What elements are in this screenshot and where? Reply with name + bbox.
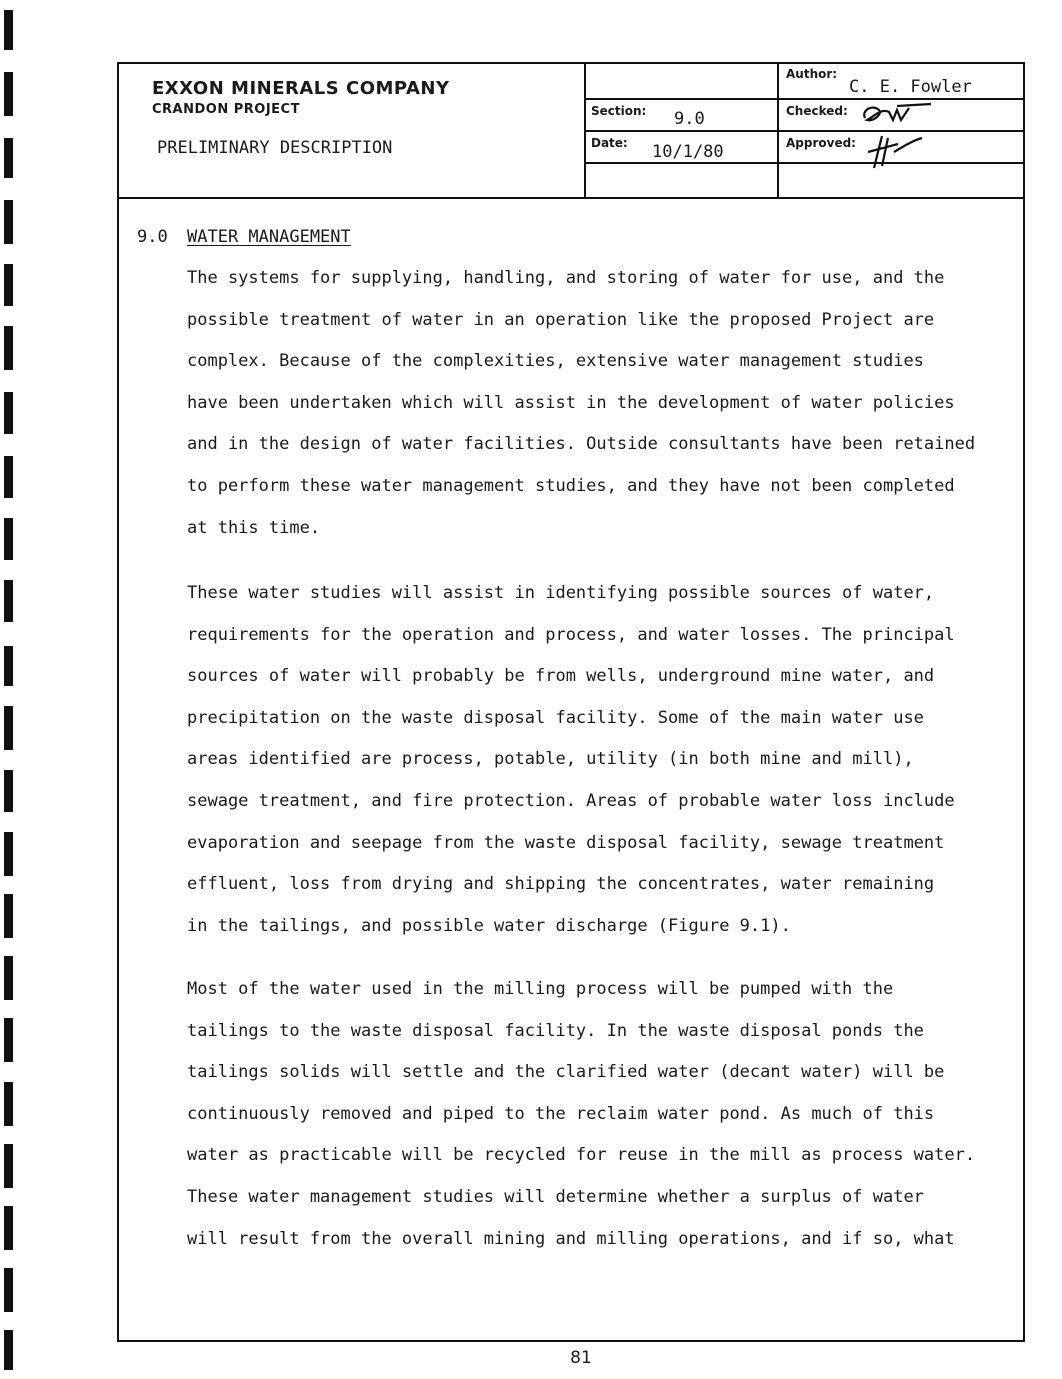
author-label: Author: (786, 67, 838, 81)
header-rule (584, 98, 1023, 100)
company-name: EXXON MINERALS COMPANY (152, 78, 450, 99)
document-header (119, 64, 1023, 199)
binder-mark (4, 264, 13, 306)
binder-mark (4, 72, 13, 116)
text-line: areas identified are process, potable, utility (in both mine and mill), (187, 749, 914, 770)
binder-mark (4, 1206, 13, 1250)
text-line: water as practicable will be recycled for reuse in the mill as process water. (187, 1145, 976, 1166)
approved-label: Approved: (786, 136, 856, 150)
binder-mark (4, 138, 13, 178)
binder-mark (4, 326, 13, 370)
checked-signature (859, 100, 934, 128)
binder-mark (4, 832, 13, 876)
text-line: requirements for the operation and process, and water losses. The principal (187, 624, 955, 645)
text-line: sources of water will probably be from wells, underground mine water, and (187, 666, 935, 687)
paragraph (187, 573, 1027, 947)
binder-mark (4, 518, 13, 560)
approved-signature (864, 130, 924, 170)
project-name: CRANDON PROJECT (152, 102, 300, 117)
text-line: These water studies will assist in identifying possible sources of water, (187, 583, 935, 603)
binder-mark (4, 646, 13, 686)
text-line: Most of the water used in the milling process will be pumped with the (187, 979, 894, 999)
text-line: complex. Because of the complexities, extensive water management studies (187, 351, 924, 372)
text-line: will result from the overall mining and milling operations, and if so, what (187, 1228, 955, 1249)
binder-mark (4, 10, 13, 50)
section-value: 9.0 (674, 109, 705, 129)
text-line: tailings solids will settle and the clarified water (decant water) will be (187, 1062, 945, 1083)
text-line: The systems for supplying, handling, and storing of water for use, and the (187, 268, 945, 288)
date-value: 10/1/80 (652, 142, 724, 162)
page-number: 81 (570, 1348, 592, 1368)
text-line: continuously removed and piped to the reclaim water pond. As much of this (187, 1103, 935, 1124)
binder-mark (4, 456, 13, 498)
binder-mark (4, 1144, 13, 1188)
section-label: Section: (591, 104, 647, 118)
binder-mark (4, 392, 13, 434)
text-line: precipitation on the waste disposal facility. Some of the main water use (187, 707, 924, 728)
text-line: effluent, loss from drying and shipping the concentrates, water remaining (187, 874, 935, 895)
paragraph (187, 969, 1027, 1260)
text-line: evaporation and seepage from the waste disposal facility, sewage treatment (187, 832, 945, 853)
binder-mark (4, 1268, 13, 1312)
text-line: at this time. (187, 517, 321, 538)
document-type: PRELIMINARY DESCRIPTION (157, 138, 393, 158)
checked-label: Checked: (786, 104, 848, 118)
binder-mark (4, 1082, 13, 1126)
section-title: WATER MANAGEMENT (187, 227, 351, 247)
binder-mark (4, 770, 13, 812)
binder-mark (4, 706, 13, 750)
text-line: have been undertaken which will assist in the development of water policies (187, 392, 955, 413)
page-frame (117, 62, 1025, 1342)
binder-strip (0, 0, 24, 1379)
binder-mark (4, 200, 13, 244)
binder-mark (4, 894, 13, 938)
text-line: in the tailings, and possible water discharge (Figure 9.1). (187, 915, 791, 936)
text-line: sewage treatment, and fire protection. Areas of probable water loss include (187, 790, 955, 811)
text-line: to perform these water management studies, and they have not been completed (187, 475, 955, 496)
binder-mark (4, 580, 13, 622)
paragraph (187, 258, 1027, 549)
section-number: 9.0 (137, 227, 168, 247)
text-line: These water management studies will determine whether a surplus of water (187, 1186, 924, 1207)
header-rule (584, 162, 1023, 164)
text-line: and in the design of water facilities. Outside consultants have been retained (187, 434, 976, 455)
author-value: C. E. Fowler (849, 77, 972, 97)
header-rule (584, 130, 1023, 132)
text-line: possible treatment of water in an operation like the proposed Project are (187, 309, 935, 330)
binder-mark (4, 1018, 13, 1062)
text-line: tailings to the waste disposal facility. In the waste disposal ponds the (187, 1020, 924, 1041)
date-label: Date: (591, 136, 628, 150)
binder-mark (4, 956, 13, 1000)
